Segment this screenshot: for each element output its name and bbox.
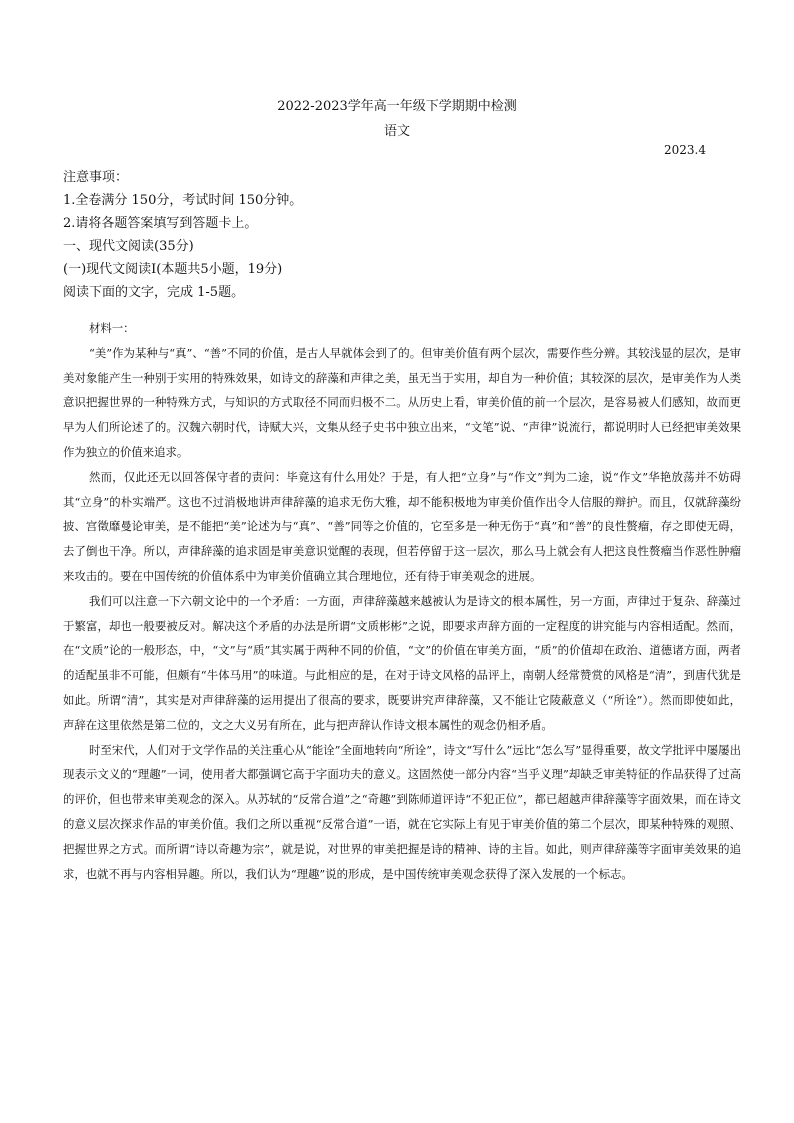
material-paragraph: 时至宋代，人们对于文学作品的关注重心从“能诠”全面地转向“所诠”，诗文“写什么”远比“怎么写”显得重要，故文学批评中屡屡出现表示文义的“理趣”一词，使用者大都强调它高于字面功夫的意义。这固然使一部分内容“当乎义理”却缺乏审美特征的作品获得了过高的评价，但也带来审美观念的深入。从苏轼的“反常合道”之“奇趣”到陈师道评诗“不犯正位”，都已超越声律辞藻等字面效果，而在诗文的意义层次探求作品的审美价值。我们之所以重视“反常合道”一语，就在它实际上有见于审美价值的第二个层次，即某种特殊的观照、把握世界之方式。而所谓“诗以奇趣为宗”，就是说，对世界的审美把握是诗的精神、诗的主旨。如此，则声律辞藻等字面审美效果的追求，也就不再与内容相异趣。所以，我们认为“理趣”说的形成，是中国传统审美观念获得了深入发展的一个标志。 [63,742,741,881]
material-label: 材料一： [89,321,135,335]
exam-title: 2022-2023学年高一年级下学期期中检测 [277,99,517,114]
material-paragraph: 然而，仅此还无以回答保守者的责问：毕竟这有什么用处？于是，有人把“立身”与“作文”判为二途，说“作文”华艳放荡并不妨碍其“立身”的朴实端严。这也不过消极地讲声律辞藻的追求无伤大雅，却不能积极地为审美价值作出令人信服的辩护。而且，仅就辞藻纷披、宫徵靡曼论审美，是不能把“美”论述为与“真”、“善”同等之价值的，它至多是一种无伤于“真”和“善”的良性赘瘤，存之即使无碍，去了倒也干净。所以，声律辞藻的追求固是审美意识觉醒的表现，但若停留于这一层次，那么马上就会有人把这良性赘瘤当作恶性肿瘤来攻击的。要在中国传统的价值体系中为审美价值确立其合理地位，还有待于审美观念的进展。 [63,469,741,583]
notes-item: 2.请将各题答案填写到答题卡上。 [63,216,258,231]
notes-heading: 注意事项： [63,170,129,185]
reading-material [63,316,741,886]
section-instruction: 阅读下面的文字，完成 1-5题。 [63,285,245,300]
section-title: 一、现代文阅读(35分) [63,239,194,254]
material-paragraph: “美”作为某种与“真”、“善”不同的价值，是古人早就体会到了的。但审美价值有两个层次，需要作些分辨。其较浅显的层次，是审美对象能产生一种别于实用的特殊效果，如诗文的辞藻和声律之美，虽无当于实用，却自为一种价值；其较深的层次，是审美作为人类意识把握世界的一种特殊方式，与知识的方式取径不同而归极不二。从历史上看，审美价值的前一个层次，是容易被人们感知，故而更早为人们所论述了的。汉魏六朝时代，诗赋大兴，文集从经子史书中独立出来，“文笔”说、“声律”说流行，都说明时人已经把审美效果作为独立的价值来追求。 [63,345,741,459]
material-paragraph: 我们可以注意一下六朝文论中的一个矛盾：一方面，声律辞藻越来越被认为是诗文的根本属性，另一方面，声律过于复杂、辞藻过于繁富，却也一般要被反对。解决这个矛盾的办法是所谓“文质彬彬”之说，即要求声辞方面的一定程度的讲究能与内容相适配。然而，在“文质”论的一般形态，中，“文”与“质”其实属于两种不同的价值，“文”的价值在审美方面，“质”的价值却在政治、道德诸方面，两者的适配虽非不可能，但颇有“牛体马用”的味道。与此相应的是，在对于诗文风格的品评上，南朝人经常赞赏的风格是“清”，到唐代犹是如此。所谓“清”，其实是对声律辞藻的运用提出了很高的要求，既要讲究声律辞藻，又不能让它陵蔽意义（“所诠”）。然而即使如此，声辞在这里依然是第二位的，文之大义另有所在，此与把声辞认作诗文根本属性的观念仍相矛盾。 [63,593,741,732]
subject-title: 语文 [383,124,410,139]
notes-block [63,166,743,304]
notes-item: 1.全卷满分 150分，考试时间 150分钟。 [63,193,303,208]
section-subtitle: (一)现代文阅读Ⅰ(本题共5小题，19分) [63,262,283,277]
exam-date: 2023.4 [664,143,706,157]
